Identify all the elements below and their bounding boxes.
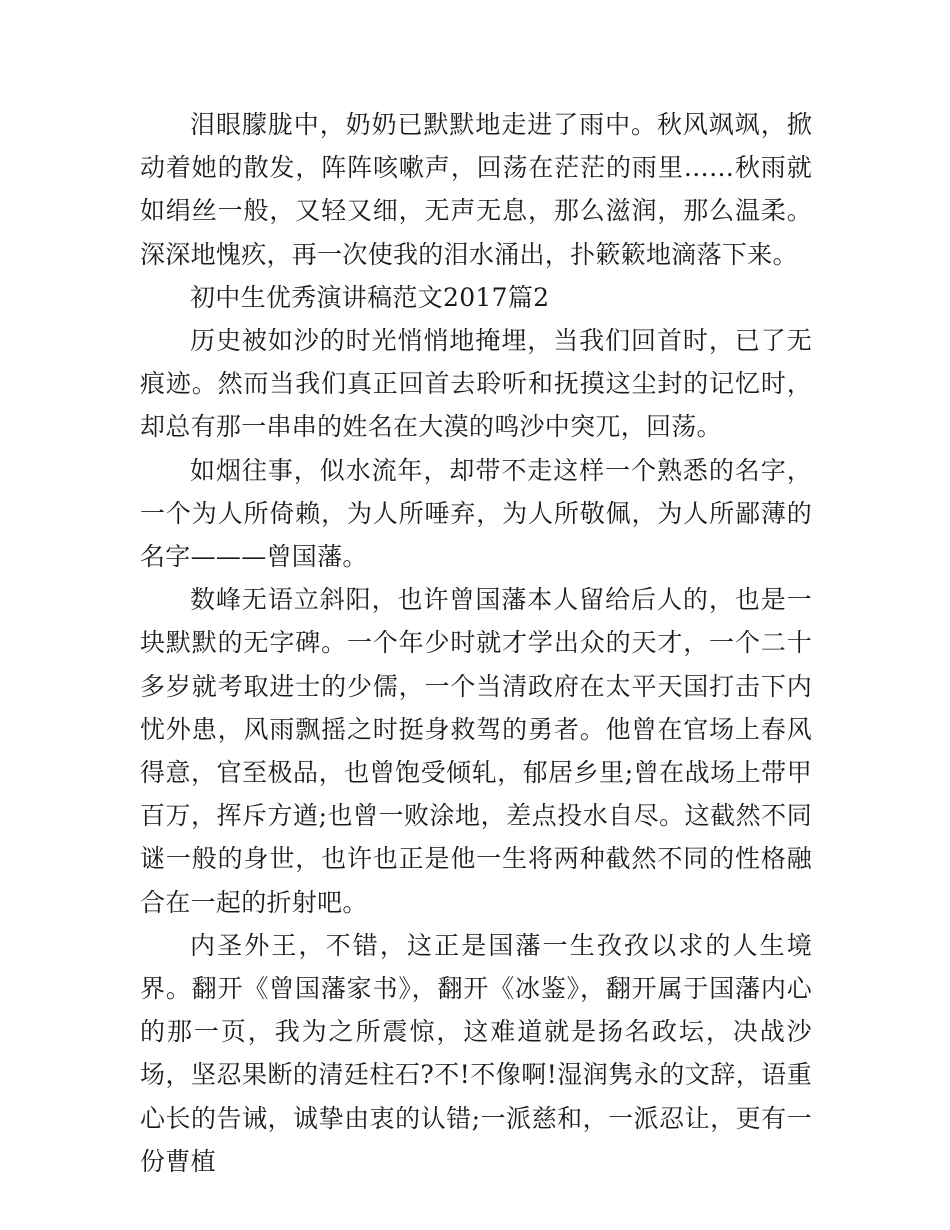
paragraph-history: 历史被如沙的时光悄悄地掩埋，当我们回首时，已了无痕迹。然而当我们真正回首去聆听和抚摸这尘封的记忆时，却总有那一串串的姓名在大漠的鸣沙中突兀，回荡。 bbox=[140, 326, 812, 442]
article-body bbox=[140, 103, 812, 1183]
paragraph-rain: 泪眼朦胧中，奶奶已默默地走进了雨中。秋风飒飒，掀动着她的散发，阵阵咳嗽声，回荡在茫茫的雨里……秋雨就如绢丝一般，又轻又细，无声无息，那么滋润，那么温柔。深深地愧疚，再一次使我的泪水涌出，扑簌簌地滴落下来。 bbox=[140, 110, 812, 269]
paragraph-name: 如烟往事，似水流年，却带不走这样一个熟悉的名字，一个为人所倚赖，为人所唾弃，为人所敬佩，为人所鄙薄的名字———曾国藩。 bbox=[140, 455, 812, 572]
paragraph-sage: 内圣外王，不错，这正是国藩一生孜孜以求的人生境界。翻开《曾国藩家书》，翻开《冰鉴》，翻开属于国藩内心的那一页，我为之所震惊，这难道就是扬名政坛，决战沙场，坚忍果断的清廷柱石?不!不像啊!湿润隽永的文辞，语重心长的告诫，诚挚由衷的认错;一派慈和，一派忍让，更有一份曹植 bbox=[140, 930, 812, 1176]
section-heading: 初中生优秀演讲稿范文2017篇2 bbox=[190, 282, 550, 312]
paragraph-life: 数峰无语立斜阳，也许曾国藩本人留给后人的，也是一块默默的无字碑。一个年少时就才学出众的天才，一个二十多岁就考取进士的少儒，一个当清政府在太平天国打击下内忧外患，风雨飘摇之时挺身救驾的勇者。他曾在官场上春风得意，官至极品，也曾饱受倾轧，郁居乡里;曾在战场上带甲百万，挥斥方遒;也曾一败涂地，差点投水自尽。这截然不同谜一般的身世，也许也正是他一生将两种截然不同的性格融合在一起的折射吧。 bbox=[140, 585, 812, 917]
